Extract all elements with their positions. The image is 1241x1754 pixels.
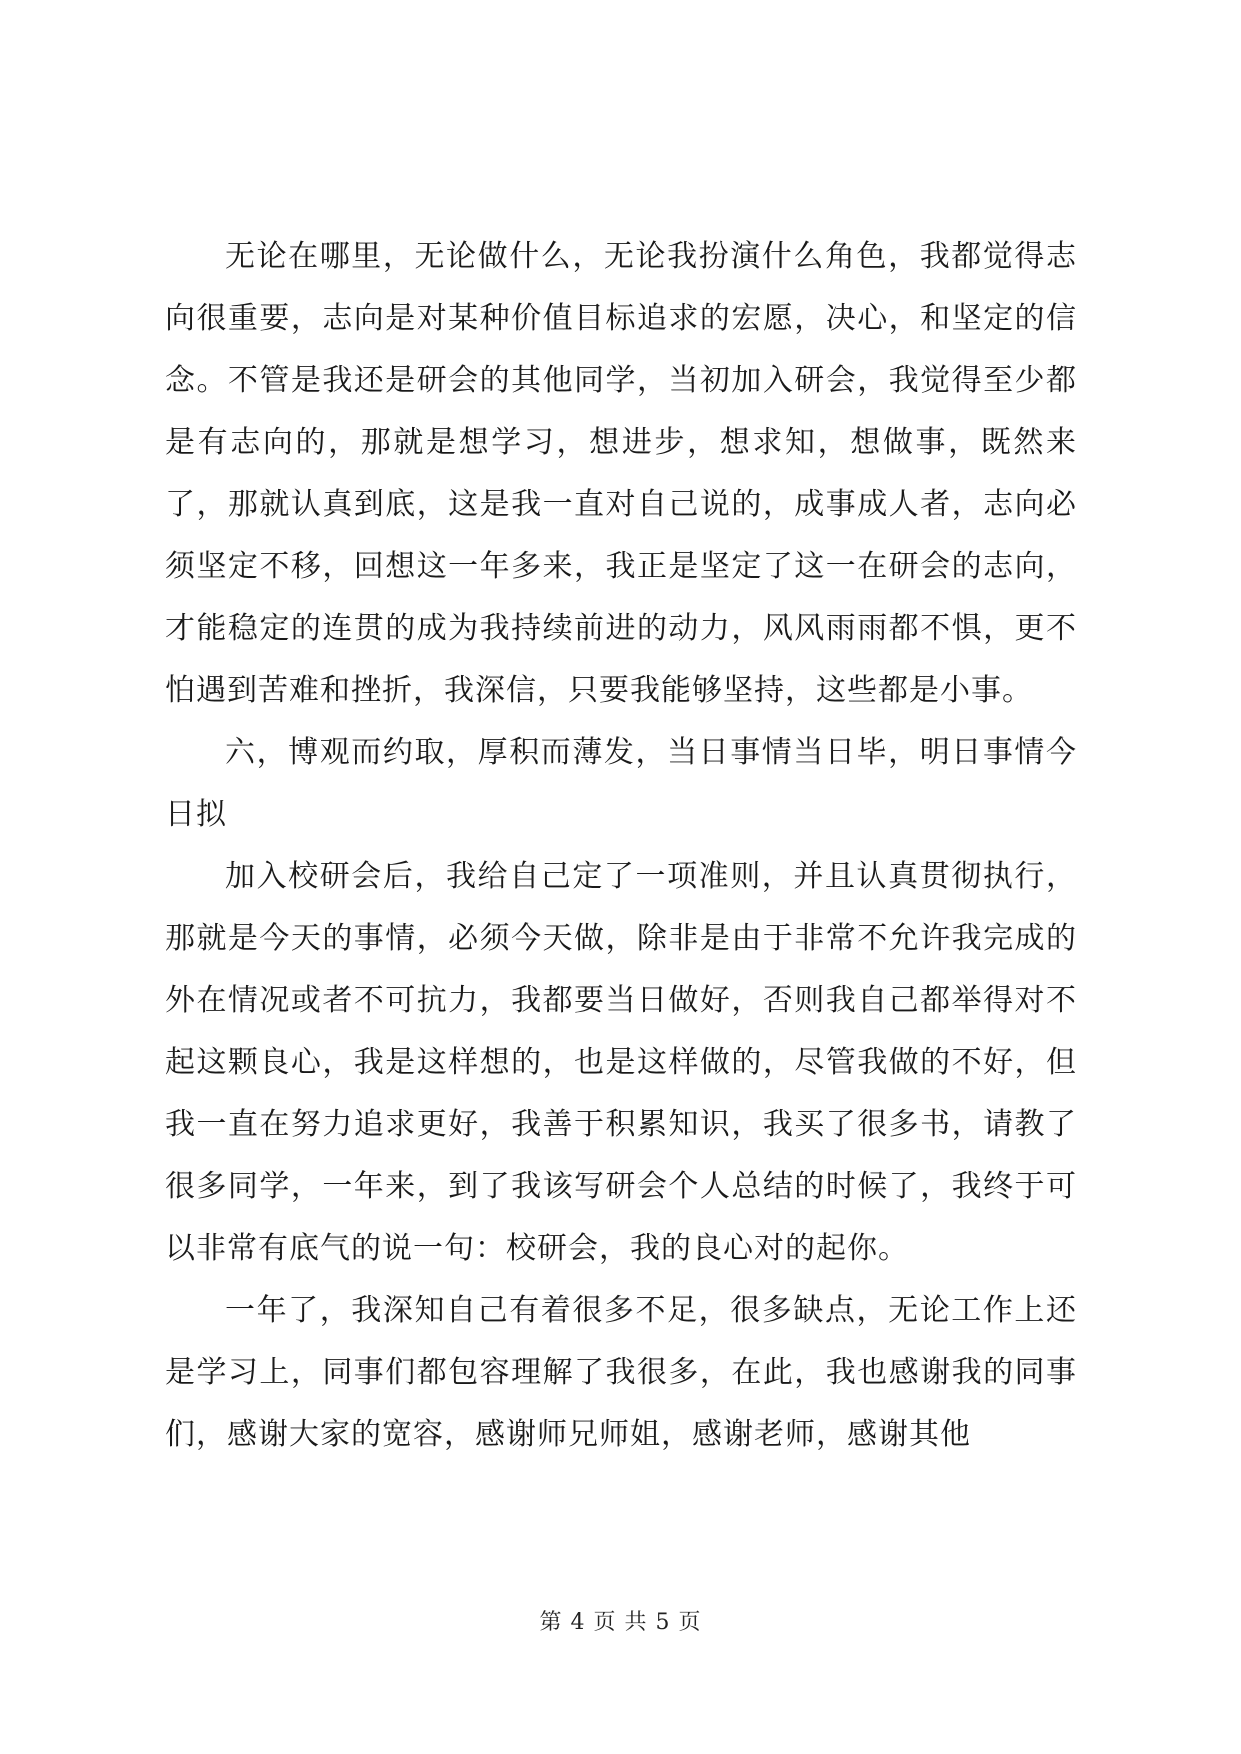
section-heading-six: 六，博观而约取，厚积而薄发，当日事情当日毕，明日事情今日拟 [165,735,1077,832]
paragraph-thanks: 一年了，我深知自己有着很多不足，很多缺点，无论工作上还是学习上，同事们都包容理解了我很多，在此，我也感谢我的同事们，感谢大家的宽容，感谢师兄师姐，感谢老师，感谢其他 [165,1293,1077,1452]
document-body [165,226,1077,1466]
page-number-footer: 第 4 页 共 5 页 [539,1610,702,1635]
paragraph-aspiration: 无论在哪里，无论做什么，无论我扮演什么角色，我都觉得志向很重要，志向是对某种价值目标追求的宏愿，决心，和坚定的信念。不管是我还是研会的其他同学，当初加入研会，我觉得至少都是有志向的，那就是想学习，想进步，想求知，想做事，既然来了，那就认真到底，这是我一直对自己说的，成事成人者，志向必须坚定不移，回想这一年多来，我正是坚定了这一在研会的志向，才能稳定的连贯的成为我持续前进的动力，风风雨雨都不惧，更不怕遇到苦难和挫折，我深信，只要我能够坚持，这些都是小事。 [165,239,1077,708]
paragraph-daily-tasks: 加入校研会后，我给自己定了一项准则，并且认真贯彻执行，那就是今天的事情，必须今天做，除非是由于非常不允许我完成的外在情况或者不可抗力，我都要当日做好，否则我自己都举得对不起这颗良心，我是这样想的，也是这样做的，尽管我做的不好，但我一直在努力追求更好，我善于积累知识，我买了很多书，请教了很多同学，一年来，到了我该写研会个人总结的时候了，我终于可以非常有底气的说一句：校研会，我的良心对的起你。 [165,859,1077,1266]
